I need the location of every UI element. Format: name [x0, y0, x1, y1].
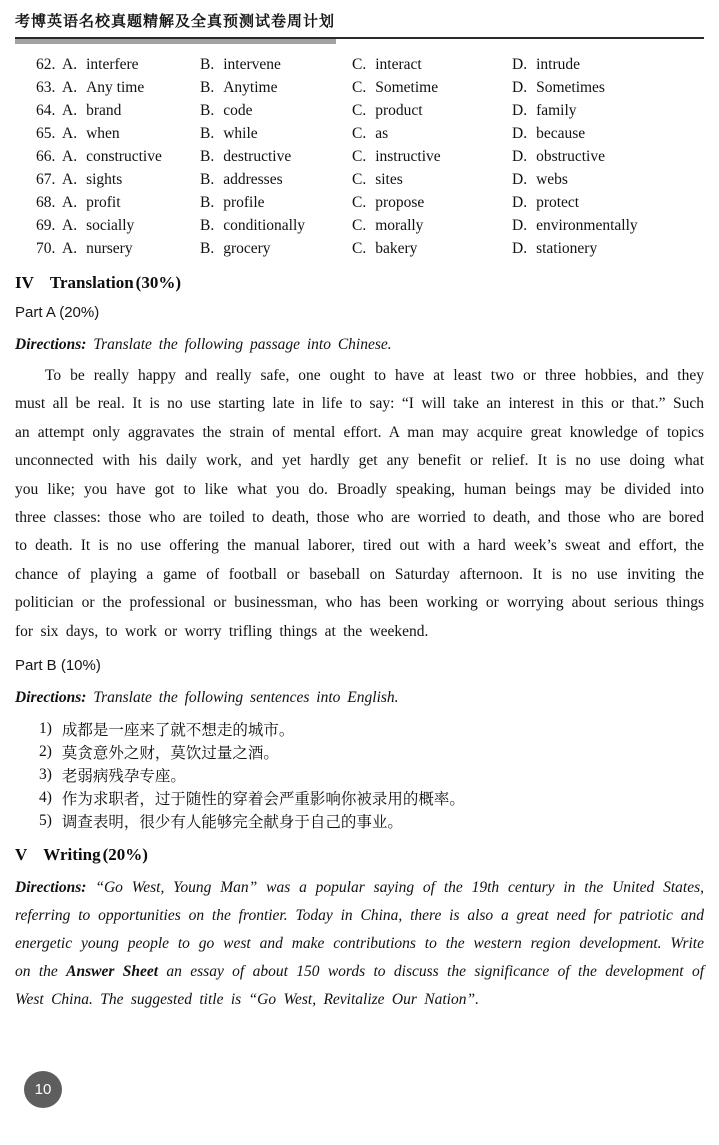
option-cell: [200, 79, 352, 97]
option-cell: [352, 102, 512, 120]
option-letter: D.: [512, 124, 528, 142]
sentence-number: 3): [39, 765, 52, 783]
option-letter: D.: [512, 78, 528, 96]
option-text: profit: [86, 193, 121, 211]
option-cell: [352, 125, 512, 143]
text-segment: Translate the following sentences into English.: [86, 689, 399, 707]
section-number: V: [15, 845, 28, 865]
option-cell: [200, 194, 352, 212]
option-cell: [62, 194, 200, 212]
section-heading-translation: [15, 273, 704, 293]
option-text: stationery: [536, 239, 598, 257]
sentence-row: [39, 763, 704, 786]
option-cell: [352, 171, 512, 189]
option-letter: D.: [512, 239, 528, 257]
sentence-text: 调查表明，很少有人能够完全献身于自己的事业。: [61, 813, 403, 831]
option-cell: [200, 102, 352, 120]
section-title: Writing: [43, 845, 101, 865]
option-text: product: [375, 101, 423, 119]
section-title: Translation: [49, 273, 134, 292]
option-letter: A.: [62, 239, 78, 257]
option-cell: [200, 148, 352, 166]
option-text: because: [536, 124, 586, 142]
option-cell: [352, 79, 512, 97]
option-letter: A.: [62, 147, 78, 165]
sentence-row: [39, 809, 704, 832]
option-text: obstructive: [536, 147, 605, 165]
sentence-row: [39, 717, 704, 740]
bold-text-segment: Directions:: [15, 336, 87, 353]
option-text: Anytime: [223, 78, 278, 96]
part-a-directions: [15, 333, 704, 357]
option-cell: [512, 79, 704, 97]
option-cell: [352, 56, 512, 74]
option-cell: [512, 56, 704, 74]
option-letter: B.: [200, 101, 215, 119]
page-header-title: 考博英语名校真题精解及全真预测试卷周计划: [15, 13, 336, 30]
option-text: family: [536, 101, 577, 119]
option-letter: A.: [62, 170, 78, 188]
option-letter: B.: [200, 216, 215, 234]
sentence-number: 2): [39, 742, 52, 760]
question-number: 62.: [36, 55, 56, 73]
option-letter: C.: [352, 239, 367, 257]
sentence-number: 5): [39, 811, 52, 829]
question-row: [36, 76, 704, 99]
option-cell: [512, 240, 704, 258]
option-letter: A.: [62, 193, 78, 211]
header-rule: [15, 37, 704, 45]
option-text: as: [375, 124, 389, 142]
writing-directions: [15, 874, 704, 1014]
translation-passage: To be really happy and really safe, one ought to have at least two or three hobbies, and they must all be real. It is no use starting late in life to say: “I will take an interest in this or that.” Such an attempt only aggravates the strain of mental effort. A man may acquire great knowledge of topics unconnected with his daily work, and yet hardly get any benefit or relief. It is no use doing what you like; you have got to like what you do. Broadly speaking, human beings may be divided into three classes: those who are toiled to death, those who are worried to death, and those who are bored to death. It is no use offering the manual laborer, tired out with a hard week’s sweat and effort, the chance of playing a game of football or baseball on Saturday afternoon. It is no use inviting the politician or the professional or businessman, who has been working or worrying about serious things for six days, to work or worry trifling things at the weekend.: [15, 367, 704, 640]
option-cell: [352, 240, 512, 258]
option-text: brand: [86, 101, 122, 119]
option-text: conditionally: [223, 216, 306, 234]
sentence-number: 1): [39, 719, 52, 737]
option-cell: [512, 217, 704, 235]
question-row: [36, 191, 704, 214]
option-text: while: [223, 124, 258, 142]
question-number: 66.: [36, 147, 56, 165]
option-cell: [352, 194, 512, 212]
sentence-text: 莫贪意外之财，莫饮过量之酒。: [61, 744, 279, 762]
option-cell: [512, 125, 704, 143]
option-cell: [512, 171, 704, 189]
section-number: IV: [15, 273, 34, 292]
bold-text-segment: Directions:: [15, 689, 87, 707]
option-cell: [200, 125, 352, 143]
part-b-label: Part B (10%): [15, 657, 101, 675]
part-a-label: Part A (20%): [15, 304, 100, 321]
bold-text-segment: Directions:: [15, 879, 87, 897]
option-cell: [200, 56, 352, 74]
option-text: webs: [536, 170, 568, 188]
option-letter: B.: [200, 239, 215, 257]
option-cell: [512, 102, 704, 120]
text-segment: Translate the following passage into Chinese.: [86, 336, 392, 353]
option-text: nursery: [86, 239, 133, 257]
option-letter: B.: [200, 193, 215, 211]
sentence-row: [39, 740, 704, 763]
question-number: 64.: [36, 101, 56, 119]
option-cell: [352, 217, 512, 235]
option-letter: A.: [62, 216, 78, 234]
option-text: when: [86, 124, 120, 142]
option-letter: D.: [512, 147, 528, 165]
text-segment: “Go West, Young Man” was a popular saying of the 19th century in the United States, referring to opportunities on the frontier. Today in China, there is also a great need for patriotic and energetic young people to go west and make contributions to the western region development. Write on the: [15, 879, 704, 981]
question-row: [36, 168, 704, 191]
option-letter: B.: [200, 124, 215, 142]
bold-text-segment: Answer Sheet: [66, 963, 159, 981]
option-letter: C.: [352, 170, 367, 188]
option-letter: C.: [352, 55, 367, 73]
option-letter: D.: [512, 55, 528, 73]
option-text: constructive: [86, 147, 162, 165]
multiple-choice-question-list: [36, 53, 704, 260]
question-row: [36, 237, 704, 260]
option-text: intrude: [536, 55, 580, 73]
option-cell: [200, 171, 352, 189]
option-text: morally: [375, 216, 424, 234]
option-text: sights: [86, 170, 123, 188]
option-text: profile: [223, 193, 265, 211]
option-text: sites: [375, 170, 403, 188]
option-text: intervene: [223, 55, 281, 73]
question-number: 70.: [36, 239, 56, 257]
option-cell: [62, 79, 200, 97]
option-letter: C.: [352, 193, 367, 211]
option-cell: [512, 194, 704, 212]
question-row: [36, 53, 704, 76]
option-letter: B.: [200, 78, 215, 96]
option-letter: C.: [352, 101, 367, 119]
option-letter: D.: [512, 216, 528, 234]
option-cell: [62, 217, 200, 235]
option-letter: B.: [200, 170, 215, 188]
option-text: propose: [375, 193, 425, 211]
option-letter: D.: [512, 170, 528, 188]
option-letter: B.: [200, 55, 215, 73]
question-row: [36, 99, 704, 122]
option-text: environmentally: [536, 216, 638, 234]
section-heading-writing: [15, 845, 704, 865]
option-letter: A.: [62, 124, 78, 142]
option-letter: A.: [62, 101, 78, 119]
sentence-text: 成都是一座来了就不想走的城市。: [61, 721, 295, 739]
option-cell: [62, 148, 200, 166]
option-cell: [62, 125, 200, 143]
option-letter: A.: [62, 78, 78, 96]
sentence-text: 作为求职者，过于随性的穿着会严重影响你被录用的概率。: [61, 790, 465, 808]
section-percentage: (30%): [135, 273, 181, 292]
question-number: 65.: [36, 124, 56, 142]
option-text: socially: [86, 216, 135, 234]
option-letter: B.: [200, 147, 215, 165]
sentence-text: 老弱病残孕专座。: [61, 767, 186, 785]
option-text: interact: [375, 55, 422, 73]
translation-sentence-list: [39, 717, 704, 832]
option-text: interfere: [86, 55, 139, 73]
question-number: 68.: [36, 193, 56, 211]
question-number: 69.: [36, 216, 56, 234]
text-segment: an essay of about 150 words to discuss the significance of the development of West China. The suggested title is “Go West, Revitalize Our Nation”.: [15, 963, 704, 1009]
option-cell: [512, 148, 704, 166]
option-text: code: [223, 101, 253, 119]
option-letter: D.: [512, 193, 528, 211]
option-cell: [62, 240, 200, 258]
sentence-row: [39, 786, 704, 809]
option-cell: [62, 102, 200, 120]
option-cell: [200, 217, 352, 235]
option-letter: D.: [512, 101, 528, 119]
option-cell: [352, 148, 512, 166]
option-letter: C.: [352, 78, 367, 96]
option-letter: C.: [352, 216, 367, 234]
option-text: instructive: [375, 147, 441, 165]
option-letter: A.: [62, 55, 78, 73]
option-text: Sometimes: [536, 78, 605, 96]
option-cell: [62, 171, 200, 189]
section-percentage: (20%): [102, 845, 148, 865]
option-text: grocery: [223, 239, 271, 257]
option-text: addresses: [223, 170, 283, 188]
option-letter: C.: [352, 124, 367, 142]
option-text: Any time: [86, 78, 145, 96]
header-rule-accent-bar: [15, 39, 336, 44]
question-number: 63.: [36, 78, 56, 96]
sentence-number: 4): [39, 788, 52, 806]
question-number: 67.: [36, 170, 56, 188]
option-text: protect: [536, 193, 580, 211]
option-cell: [62, 56, 200, 74]
page-number-badge: 10: [24, 1071, 62, 1108]
option-text: destructive: [223, 147, 292, 165]
option-text: bakery: [375, 239, 418, 257]
question-row: [36, 145, 704, 168]
option-cell: [200, 240, 352, 258]
option-text: Sometime: [375, 78, 439, 96]
question-row: [36, 214, 704, 237]
option-letter: C.: [352, 147, 367, 165]
part-b-directions: [15, 686, 704, 710]
question-row: [36, 122, 704, 145]
